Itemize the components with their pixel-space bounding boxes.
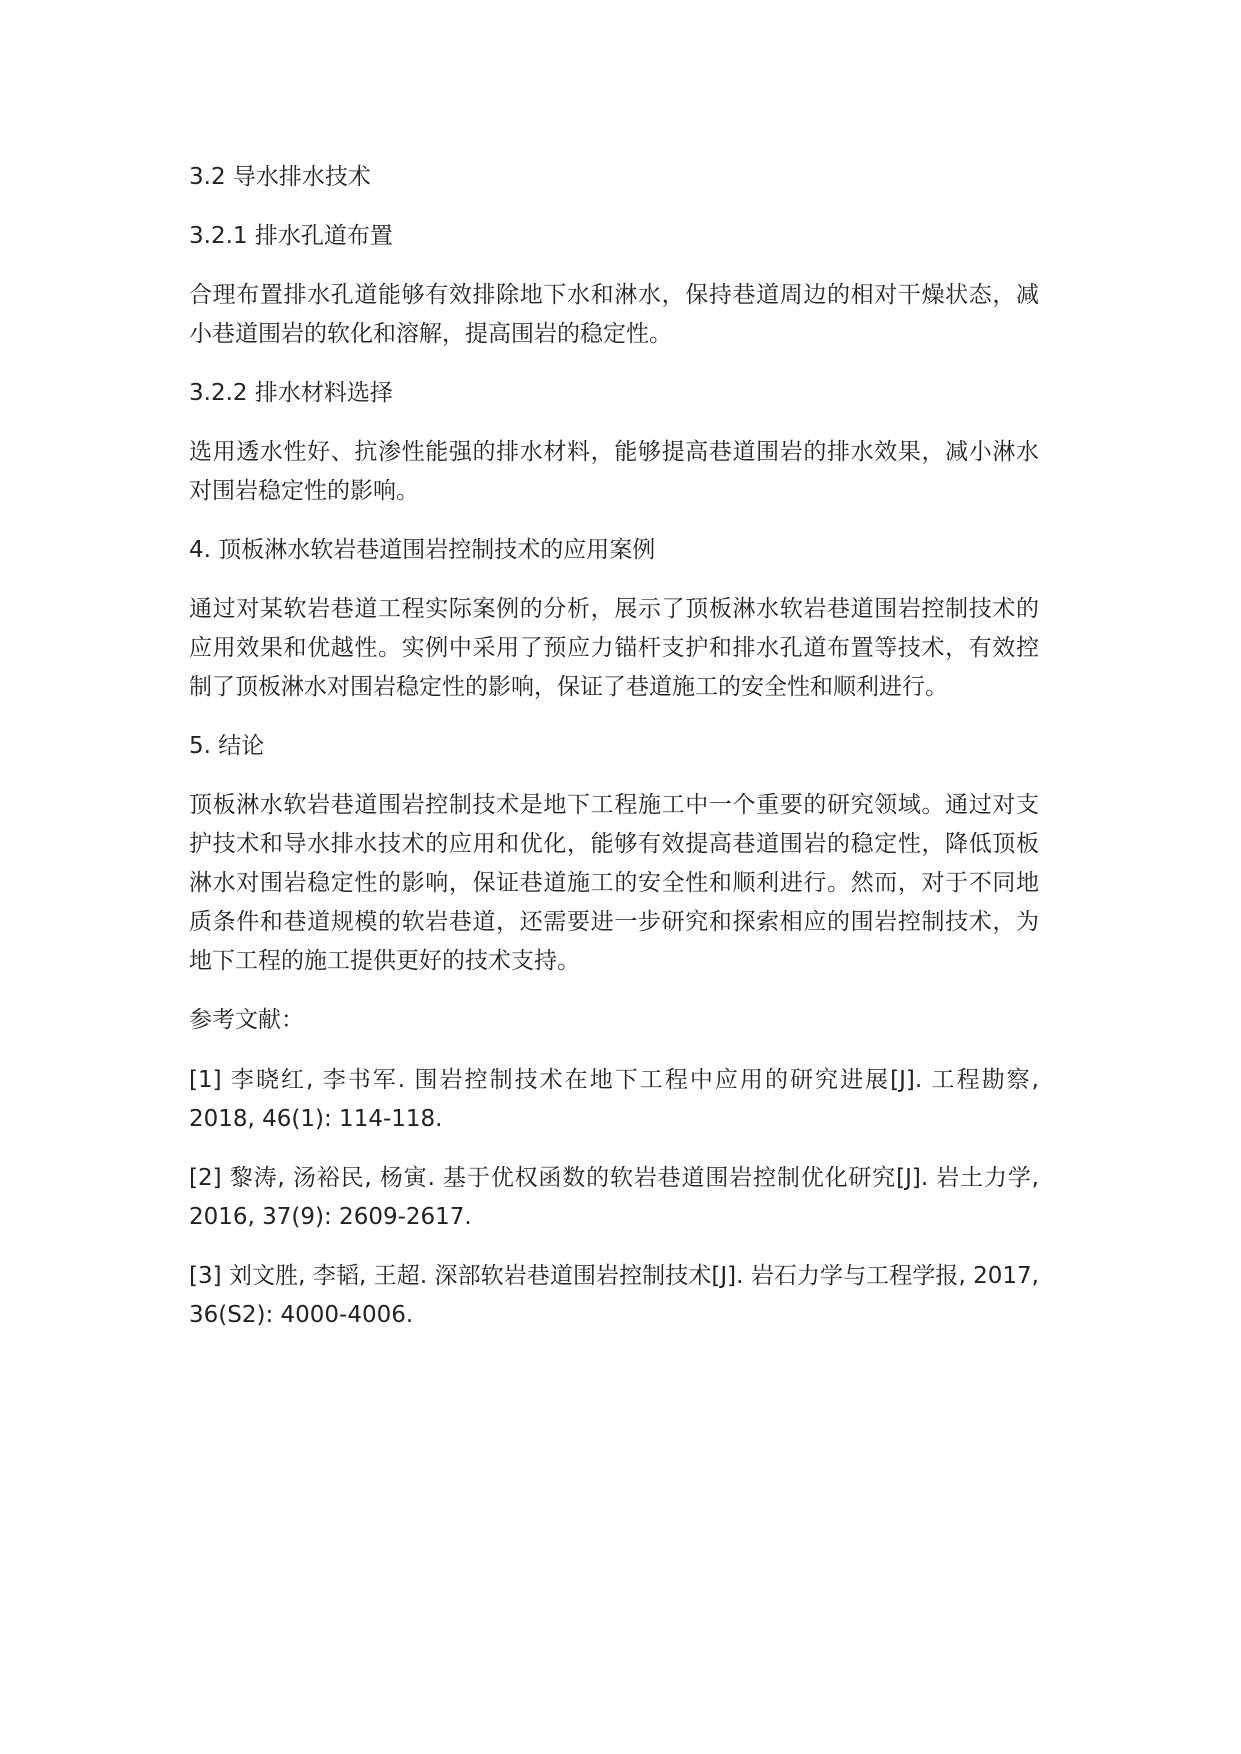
document-body (189, 158, 1039, 1355)
reference-item-2: [2] 黎涛, 汤裕民, 杨寅. 基于优权函数的软岩巷道围岩控制优化研究[J]. 岩土力学, 2016, 37(9): 2609-2617. (189, 1165, 1039, 1230)
paragraph-drainage-materials: 选用透水性好、抗渗性能强的排水材料，能够提高巷道围岩的排水效果，减小淋水对围岩稳定性的影响。 (189, 439, 1039, 504)
section-heading-3-2: 3.2 导水排水技术 (189, 164, 371, 190)
references-label: 参考文献： (189, 1007, 304, 1033)
paragraph-conclusion: 顶板淋水软岩巷道围岩控制技术是地下工程施工中一个重要的研究领域。通过对支护技术和导水排水技术的应用和优化，能够有效提高巷道围岩的稳定性，降低顶板淋水对围岩稳定性的影响，保证巷道施工的安全性和顺利进行。然而，对于不同地质条件和巷道规模的软岩巷道，还需要进一步研究和探索相应的围岩控制技术，为地下工程的施工提供更好的技术支持。 (189, 792, 1039, 974)
paragraph-application-case: 通过对某软岩巷道工程实际案例的分析，展示了顶板淋水软岩巷道围岩控制技术的应用效果和优越性。实例中采用了预应力锚杆支护和排水孔道布置等技术，有效控制了顶板淋水对围岩稳定性的影响，保证了巷道施工的安全性和顺利进行。 (189, 596, 1039, 700)
section-heading-3-2-2: 3.2.2 排水材料选择 (189, 380, 393, 406)
reference-item-3: [3] 刘文胜, 李韬, 王超. 深部软岩巷道围岩控制技术[J]. 岩石力学与工程学报, 2017, 36(S2): 4000-4006. (189, 1263, 1039, 1328)
section-heading-5: 5. 结论 (189, 733, 265, 759)
section-heading-3-2-1: 3.2.1 排水孔道布置 (189, 223, 393, 249)
section-heading-4: 4. 顶板淋水软岩巷道围岩控制技术的应用案例 (189, 537, 656, 563)
paragraph-drainage-holes: 合理布置排水孔道能够有效排除地下水和淋水，保持巷道周边的相对干燥状态，减小巷道围岩的软化和溶解，提高围岩的稳定性。 (189, 282, 1039, 347)
reference-item-1: [1] 李晓红, 李书军. 围岩控制技术在地下工程中应用的研究进展[J]. 工程勘察, 2018, 46(1): 114-118. (189, 1067, 1039, 1132)
